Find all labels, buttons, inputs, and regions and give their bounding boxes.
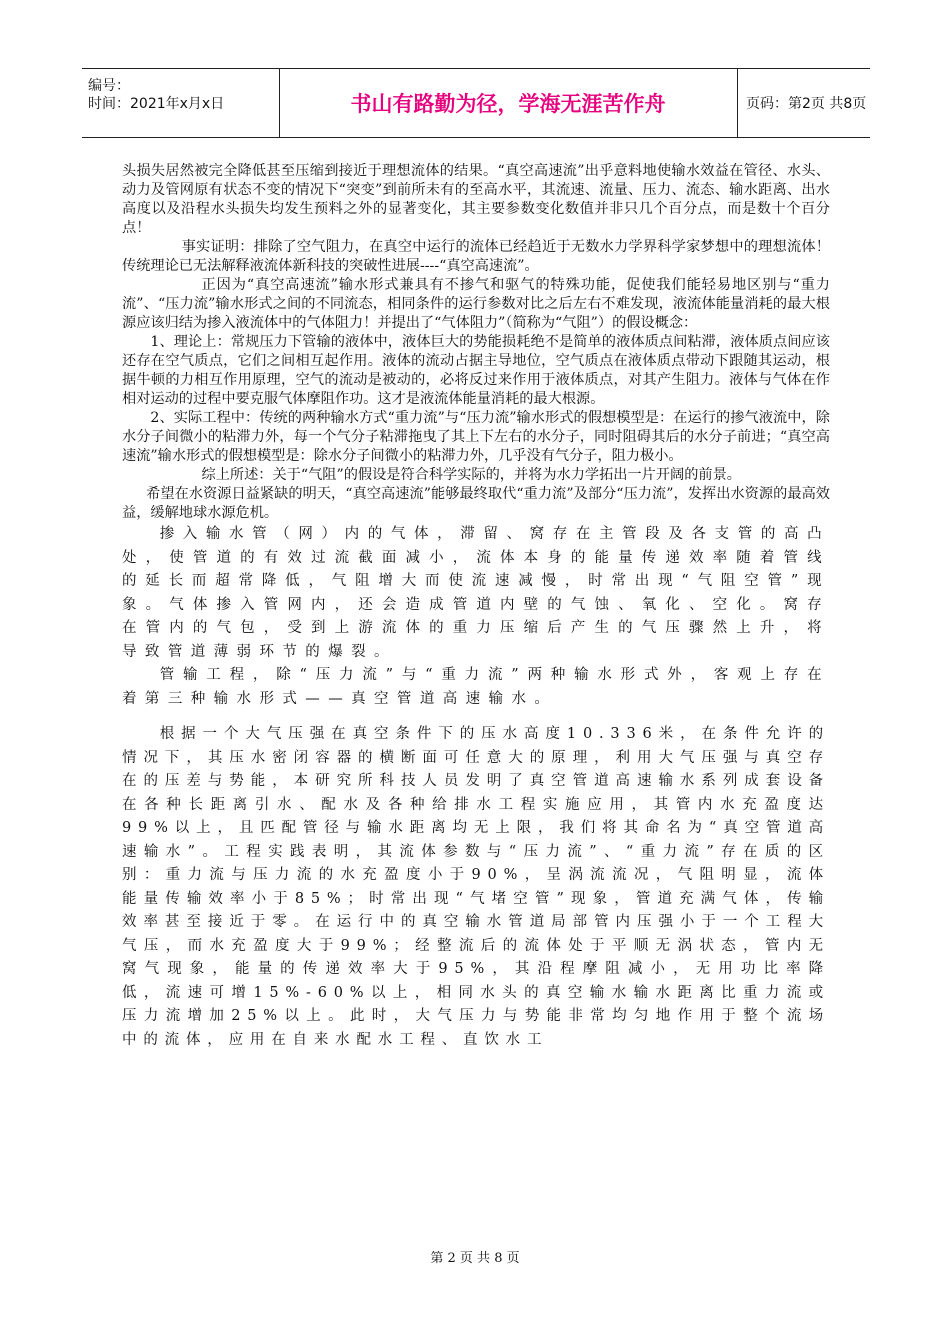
paragraph-1: 头损失居然被完全降低甚至压缩到接近于理想流体的结果。“真空高速流”出乎意料地使输水效益在管径、水头、动力及管网原有状态不变的情况下“突变”到前所未有的至高水平，其流速、流量、压力、流态、输水距离、出水高度以及沿程水头损失均发生预料之外的显著变化，其主要参数变化数值并非只几个百分点，而是数十个百分点！ (122, 163, 830, 236)
page-footer: 第 2 页 共 8 页 (430, 1251, 520, 1266)
document-time-label: 时间：2021年x月x日 (88, 96, 225, 112)
page-header (82, 68, 870, 138)
paragraph-5: 2、实际工程中：传统的两种输水方式“重力流”与“压力流”输水形式的假想模型是：在运行的掺气液流中，除水分子间微小的粘滞力外，每一个气分子粘滞拖曳了其上下左右的水分子，同时阻碍其后的水分子前进；“真空高速流”输水形式的假想模型是：除水分子间微小的粘滞力外，几乎没有气分子，阻力极小。 (122, 410, 830, 464)
header-meta (82, 69, 280, 137)
paragraph-10: 根据一个大气压强在真空条件下的压水高度10.336米，在条件允许的情况下，其压水密闭容器的横断面可任意大的原理，利用大气压强与真空存在的压差与势能，本研究所科技人员发明了真空管道高速输水系列成套设备在各种长距离引水、配水及各种给排水工程实施应用，其管内水充盈度达99%以上，且匹配管径与输水距离均无上限，我们将其命名为“真空管道高速输水”。工程实践表明，其流体参数与“压力流”、“重力流”存在质的区别：重力流与压力流的水充盈度小于90%，呈涡流流况，气阻明显，流体能量传输效率小于85%；时常出现“气堵空管”现象，管道充满气体，传输效率甚至接近于零。在运行中的真空输水管道局部管内压强小于一个工程大气压，而水充盈度大于99%；经整流后的流体处于平顺无涡状态，管内无窝气现象，能量的传递效率大于95%，其沿程摩阻减小，无用功比率降低，流速可增15%-60%以上，相同水头的真空输水输水距离比重力流或压力流增加25%以上。此时，大气压力与势能非常均匀地作用于整个流场中的流体，应用在自来水配水工程、直饮水工 (122, 726, 830, 1048)
paragraph-6: 综上所述：关于“气阻”的假设是符合科学实际的，并将为水力学拓出一片开阔的前景。 (201, 467, 741, 483)
header-motto: 书山有路勤为径，学海无涯苦作舟 (279, 69, 738, 137)
document-body (122, 162, 830, 1052)
paragraph-9: 管输工程，除“压力流”与“重力流”两种输水形式外，客观上存在着第三种输水形式——真空管道高速输水。 (122, 667, 830, 707)
paragraph-8: 掺入输水管（网）内的气体，滞留、窝存在主管段及各支管的高凸处，使管道的有效过流截面减小，流体本身的能量传递效率随着管线的延长而超常降低，气阻增大而使流速减慢，时常出现“气阻空管”现象。气体掺入管网内，还会造成管道内壁的气蚀、氧化、空化。窝存在管内的气包，受到上游流体的重力压缩后产生的气压骤然上升，将导致管道薄弱环节的爆裂。 (122, 526, 830, 660)
paragraph-2: 事实证明：排除了空气阻力，在真空中运行的流体已经趋近于无数水力学界科学家梦想中的理想流体！传统理论已无法解释液流体新科技的突破性进展----“真空高速流”。 (122, 239, 830, 274)
header-page-info: 页码：第2页 共8页 (746, 96, 867, 112)
paragraph-4: 1、理论上：常规压力下管输的液体中，液体巨大的势能损耗绝不是简单的液体质点间粘滞，液体质点间应该还存在空气质点，它们之间相互起作用。液体的流动占据主导地位，空气质点在液体质点带动下跟随其运动，根据牛顿的力相互作用原理，空气的流动是被动的，必将反过来作用于液体质点，对其产生阻力。液体与气体在作相对运动的过程中要克服气体摩阻作功。这才是液流体能量消耗的最大根源。 (122, 334, 830, 407)
paragraph-3: 正因为“真空高速流”输水形式兼具有不掺气和驱气的特殊功能，促使我们能轻易地区别与“重力流”、“压力流”输水形式之间的不同流态，相同条件的运行参数对比之后左右不难发现，液流体能量消耗的最大根源应该归结为掺入液流体中的气体阻力！并提出了“气体阻力”（简称为“气阻”）的假设概念： (122, 277, 830, 331)
paragraph-7: 希望在水资源日益紧缺的明天，“真空高速流”能够最终取代“重力流”及部分“压力流”，发挥出水资源的最高效益，缓解地球水源危机。 (122, 486, 830, 521)
document-number-label: 编号： (88, 78, 130, 94)
